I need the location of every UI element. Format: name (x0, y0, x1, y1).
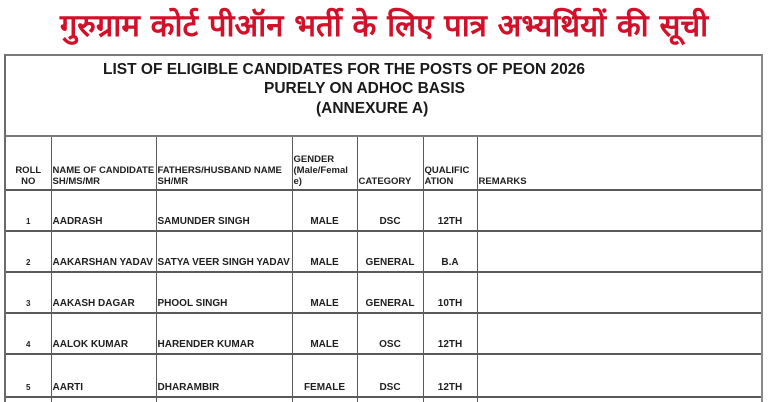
cell-father: SAMUNDER SINGH (156, 190, 292, 231)
header-candidate-name: NAME OF CANDIDATE SH/MS/MR (51, 137, 156, 190)
cell-remarks (477, 190, 761, 231)
cell-roll: 1 (6, 190, 51, 231)
candidate-list-document (4, 54, 763, 402)
cell-qualification: 12TH (423, 190, 477, 231)
cell-father: PHOOL SINGH (156, 272, 292, 313)
cell-gender: MALE (292, 272, 357, 313)
cell-category: DSC (357, 190, 423, 231)
cell-empty (423, 397, 477, 402)
cell-empty (51, 397, 156, 402)
table-header-row (6, 137, 761, 190)
header-remarks: REMARKS (477, 137, 761, 190)
cell-category: GENERAL (357, 272, 423, 313)
cell-remarks (477, 231, 761, 272)
cell-name: AAKARSHAN YADAV (51, 231, 156, 272)
table-row (6, 231, 761, 272)
cell-gender: MALE (292, 313, 357, 354)
table-row (6, 272, 761, 313)
cell-name: AARTI (51, 354, 156, 397)
cell-name: AALOK KUMAR (51, 313, 156, 354)
document-title-line-2: PURELY ON ADHOC BASIS (264, 80, 465, 97)
cell-qualification: 12TH (423, 313, 477, 354)
eligible-candidates-table (6, 137, 761, 402)
cell-father: SATYA VEER SINGH YADAV (156, 231, 292, 272)
table-row (6, 354, 761, 397)
header-category: CATEGORY (357, 137, 423, 190)
cell-remarks (477, 272, 761, 313)
cell-gender: FEMALE (292, 354, 357, 397)
cell-roll: 2 (6, 231, 51, 272)
hindi-headline: गुरुग्राम कोर्ट पीऑन भर्ती के लिए पात्र अभ्यर्थियों की सूची (59, 8, 709, 44)
cell-qualification: 10TH (423, 272, 477, 313)
header-gender: GENDER (Male/Femal e) (292, 137, 357, 190)
cell-father: DHARAMBIR (156, 354, 292, 397)
cell-remarks (477, 354, 761, 397)
table-row (6, 313, 761, 354)
cell-category: OSC (357, 313, 423, 354)
header-qualification: QUALIFIC ATION (423, 137, 477, 190)
cell-empty (156, 397, 292, 402)
document-title-line-1: LIST OF ELIGIBLE CANDIDATES FOR THE POSTS OF PEON 2026 (103, 61, 585, 78)
cell-gender: MALE (292, 190, 357, 231)
cell-category: DSC (357, 354, 423, 397)
cell-category: GENERAL (357, 231, 423, 272)
document-title-line-3: (ANNEXURE A) (316, 100, 429, 117)
cell-qualification: B.A (423, 231, 477, 272)
cell-gender: MALE (292, 231, 357, 272)
cell-name: AAKASH DAGAR (51, 272, 156, 313)
cell-father: HARENDER KUMAR (156, 313, 292, 354)
table-row-partial (6, 397, 761, 402)
cell-roll: 4 (6, 313, 51, 354)
header-roll-no: ROLL NO (6, 137, 51, 190)
cell-roll: 5 (6, 354, 51, 397)
table-row (6, 190, 761, 231)
cell-roll: 3 (6, 272, 51, 313)
cell-empty (357, 397, 423, 402)
cell-name: AADRASH (51, 190, 156, 231)
cell-remarks (477, 313, 761, 354)
cell-empty (6, 397, 51, 402)
cell-empty (292, 397, 357, 402)
cell-qualification: 12TH (423, 354, 477, 397)
cell-empty (477, 397, 761, 402)
header-father-husband-name: FATHERS/HUSBAND NAME SH/MR (156, 137, 292, 190)
document-title-band (6, 56, 761, 137)
